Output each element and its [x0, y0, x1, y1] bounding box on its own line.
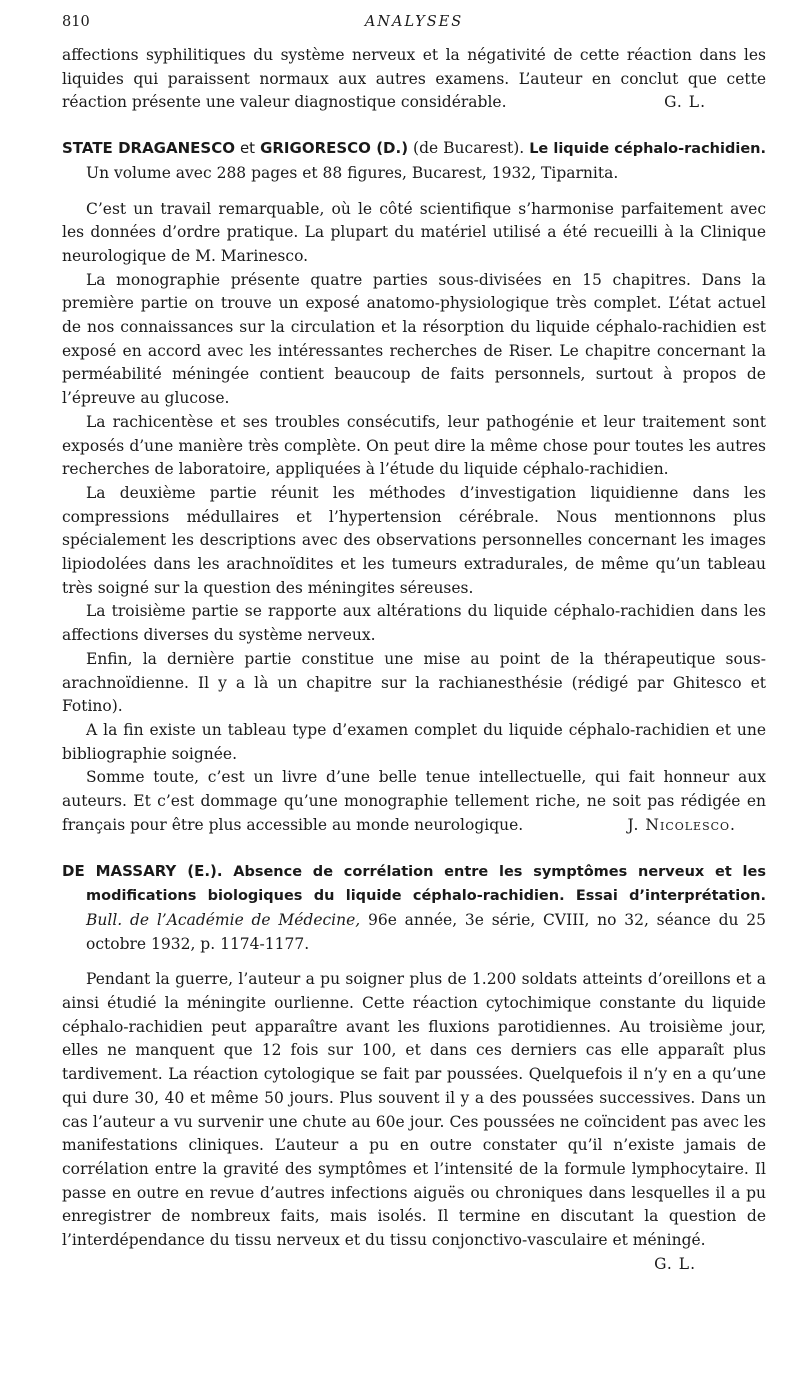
running-header: [62, 14, 766, 40]
review-1-coauthor: GRIGORESCO (D.): [260, 139, 409, 158]
review-1-paragraph: C’est un travail remarquable, où le côté scientifique s’harmonise parfaitement avec les données d’ordre pratique. La plupart du matériel utilisé a été recueilli à la Clinique neurologique de M. Marinesco.: [62, 199, 766, 265]
continuation-paragraph: [62, 44, 766, 115]
intro-signature: G. L.: [664, 93, 706, 112]
review-1-connector: et: [239, 139, 256, 158]
page-content: [62, 44, 766, 1276]
continuation-text: affections syphilitiques du système nerveux et la négativité de cette réaction dans les liquides qui paraissent normaux aux autres examens. L’auteur en conclut que cette réaction présente une valeur diagnostique considérable.: [62, 46, 766, 112]
review-1-title: Le liquide céphalo-rachidien.: [529, 141, 766, 158]
review-1-paragraph: A la fin existe un tableau type d’examen complet du liquide céphalo-rachidien et une bibliographie soignée.: [62, 720, 766, 763]
running-title: ANALYSES: [364, 14, 464, 30]
review-1-heading: [62, 137, 766, 185]
review-1-paragraph: La monographie présente quatre parties sous-divisées en 15 chapitres. Dans la première partie on trouve un exposé anatomo-physiologique très complet. L’état actuel de nos connaissances sur la circulation et la résorption du liquide céphalo-rachidien est exposé en accord avec les intéressantes recherches de Riser. Le chapitre concernant la perméabilité méningée contient beaucoup de faits personnels, surtout à propos de l’épreuve au glucose.: [62, 270, 766, 408]
review-1-paragraph: La deuxième partie réunit les méthodes d’investigation liquidienne dans les compressions médullaires et l’hypertension cérébrale. Nous mentionnons plus spécialement les descriptions avec des observations personnelles concernant les images lipiodolées dans les arachnoïdites et les tumeurs extradurales, de même qu’un tableau très soigné sur la question des méningites séreuses.: [62, 483, 766, 597]
review-1-paragraph: La troisième partie se rapporte aux altérations du liquide céphalo-rachidien dans les affections diverses du système nerveux.: [62, 602, 766, 645]
review-1-signature: J. Nicolesco.: [627, 815, 736, 834]
review-1-origin: (de Bucarest).: [413, 139, 525, 158]
review-2-journal: Bull. de l’Académie de Médecine,: [86, 910, 361, 929]
review-2-heading: [62, 860, 766, 957]
review-2-author: DE MASSARY (E.).: [62, 861, 223, 880]
review-2-title: Absence de corrélation entre les symptômes nerveux et les modifications biologiques du liquide céphalo-rachidien. Essai d’interprétation.: [86, 863, 766, 905]
review-1-paragraph: La rachicentèse et ses troubles consécutifs, leur pathogénie et leur traitement sont exposés d’une manière très complète. On peut dire la même chose pour toutes les autres recherches de laboratoire, appliquées à l’étude du liquide céphalo-rachidien.: [62, 412, 766, 479]
page-number: 810: [62, 14, 90, 30]
review-1-final-paragraph: [62, 766, 766, 837]
review-1-paragraph: Enfin, la dernière partie constitue une mise au point de la thérapeutique sous-arachnoïdienne. Il y a là un chapitre sur la rachianesthésie (rédigé par Ghitesco et Fotino).: [62, 649, 766, 716]
review-1-details: Un volume avec 288 pages et 88 figures, Bucarest, 1932, Tiparnita.: [86, 163, 619, 182]
review-1-author: STATE DRAGANESCO: [62, 139, 235, 158]
review-2-details: 96e année, 3e série, CVIII, no 32, séance du 25 octobre 1932, p. 1174-1177.: [86, 910, 766, 953]
review-1-paragraph-text: Somme toute, c’est un livre d’une belle tenue intellectuelle, qui fait honneur aux auteurs. Et c’est dommage qu’une monographie tellement riche, ne soit pas rédigée en français pour être plus accessible au monde neurologique.: [62, 768, 766, 834]
review-2-signature: G. L.: [654, 1254, 696, 1273]
review-2-paragraph: Pendant la guerre, l’auteur a pu soigner plus de 1.200 soldats atteints d’oreillons et a ainsi étudié la méningite ourlienne. Cette réaction cytochimique constante du liquide céphalo-rachidien peut apparaître avant les fluxions parotidiennes. Au troisième jour, elles ne manquent que 12 fois sur 100, et dans ces derniers cas elle apparaît plus tardivement. La réaction cytologique se fait par poussées. Quelquefois il n’y en a qu’une qui dure 30, 40 et même 50 jours. Plus souvent il y a des poussées successives. Dans un cas l’auteur a vu survenir une chute au 60e jour. Ces poussées ne coïncident pas avec les manifestations cliniques. L’auteur a pu en outre constater qu’il n’existe jamais de corrélation entre la gravité des symptômes et l’intensité de la formule lymphocytaire. Il passe en outre en revue d’autres infections aiguës ou chroniques dans lesquelles il a pu enregistrer de nombreux faits, mais isolés. Il termine en discutant la question de l’interdépendance du tissu nerveux et du tissu conjonctivo-vasculaire et méningé.: [62, 970, 766, 1250]
